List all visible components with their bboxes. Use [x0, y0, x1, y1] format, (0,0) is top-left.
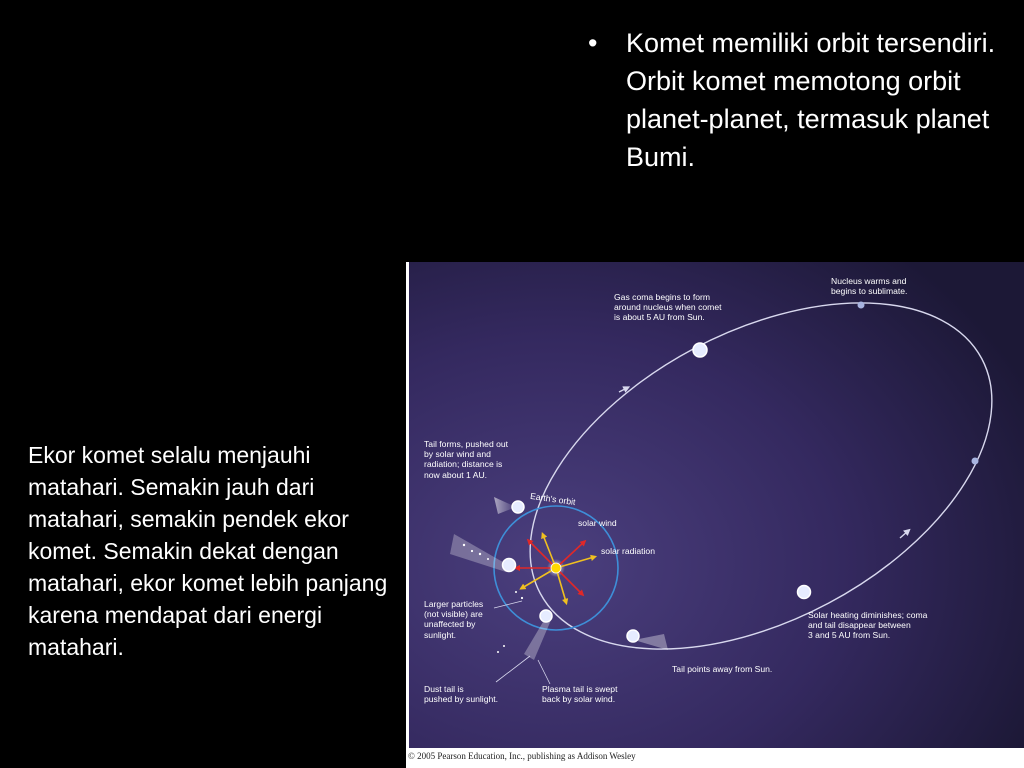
label-solar-radiation: solar radiation [601, 546, 655, 556]
sun [551, 563, 561, 573]
label-earths-orbit: Earth's orbit [529, 490, 577, 508]
comet-plasma [540, 610, 552, 622]
comet-orbit-diagram [406, 262, 1024, 768]
comet-orbit-svg [406, 262, 1024, 748]
bullet-text: Komet memiliki orbit tersendiri. Orbit komet memotong orbit planet-planet, termasuk planet Bumi. [626, 28, 996, 172]
comet-perihelion [503, 559, 516, 572]
comet-heating-diminishes [798, 586, 811, 599]
diagram-left-border [406, 262, 409, 748]
label-nucleus-warms: Nucleus warms and begins to sublimate. [831, 276, 908, 297]
comet-tail-forms [512, 501, 524, 513]
dust-particle [471, 550, 473, 552]
label-solar-heating: Solar heating diminishes; coma and tail disappear between 3 and 5 AU from Sun. [808, 610, 928, 641]
label-tail-points: Tail points away from Sun. [672, 664, 773, 674]
comet-tail-away [627, 630, 639, 642]
label-larger-particles: Larger particles (not visible) are unaffected by sunlight. [424, 599, 484, 640]
label-tail-forms: Tail forms, pushed out by solar wind and radiation; distance is now about 1 AU. [424, 439, 509, 480]
copyright-credit: © 2005 Pearson Education, Inc., publishing as Addison Wesley [408, 751, 636, 761]
comet-nucleus-aphelion [858, 302, 865, 309]
label-plasma-tail: Plasma tail is swept back by solar wind. [542, 684, 618, 705]
label-gas-coma: Gas coma begins to form around nucleus when comet is about 5 AU from Sun. [614, 292, 722, 323]
dust-particle [503, 645, 505, 647]
label-dust-tail: Dust tail is pushed by sunlight. [424, 684, 499, 705]
comet-nucleus-far [972, 458, 979, 465]
dust-particle [515, 591, 517, 593]
bullet-item [588, 24, 1008, 176]
bullet-marker: • [588, 28, 598, 58]
dust-particle [487, 558, 489, 560]
dust-particle [479, 553, 481, 555]
dust-particle [463, 544, 465, 546]
comet-gas-coma [693, 343, 707, 357]
label-solar-wind: solar wind [578, 518, 617, 528]
dust-particle [497, 651, 499, 653]
dust-particle [521, 597, 523, 599]
left-paragraph: Ekor komet selalu menjauhi matahari. Semakin jauh dari matahari, semakin pendek ekor komet. Semakin dekat dengan matahari, ekor komet lebih panjang karena mendapat dari energi matahari. [28, 442, 388, 660]
